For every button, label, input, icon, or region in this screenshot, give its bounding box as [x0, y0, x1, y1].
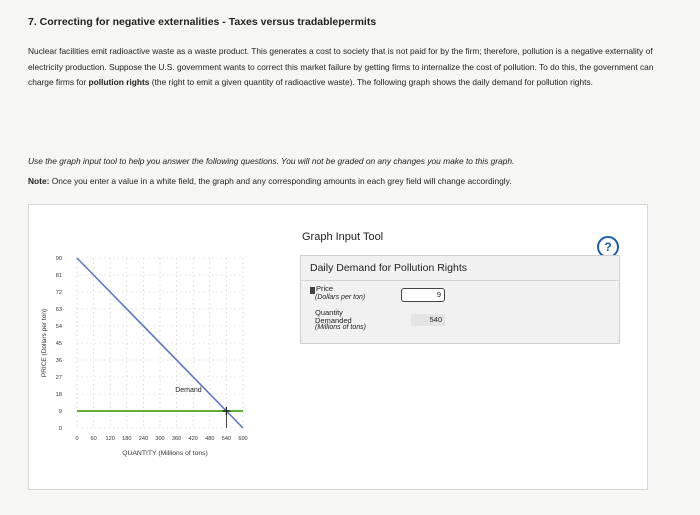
question-title: 7. Correcting for negative externalities - Taxes versus tradablepermits — [28, 16, 377, 28]
x-tick-label: 540 — [221, 436, 232, 442]
x-tick-label: 600 — [238, 436, 248, 442]
x-tick-label: 360 — [171, 436, 182, 442]
y-tick-labels — [56, 256, 62, 432]
y-tick-label: 36 — [55, 358, 62, 364]
price-unit: (Dollars per ton) — [315, 294, 366, 301]
quantity-label-line2: Demanded — [315, 316, 352, 325]
quantity-label — [315, 309, 352, 325]
price-swatch-icon — [310, 287, 315, 294]
x-tick-labels — [75, 436, 247, 442]
help-icon[interactable]: ? — [597, 236, 619, 258]
x-tick-label: 0 — [75, 436, 79, 442]
price-input[interactable]: 9 — [401, 288, 445, 302]
intro-bold-term: pollution rights — [88, 77, 150, 87]
y-tick-label: 0 — [58, 426, 62, 432]
y-tick-label: 54 — [55, 324, 62, 330]
tool-box-header — [301, 256, 619, 281]
graph-input-tool-title: Graph Input Tool — [302, 231, 384, 243]
note-body: Once you enter a value in a white field, the graph and any corresponding amounts in each grey field will change accordingly. — [49, 176, 512, 186]
quantity-label-line1: Quantity — [315, 308, 343, 317]
price-label: Price — [316, 284, 334, 293]
intro-text-1: Nuclear facilities emit radioactive waste as a waste product. This generates a cost to society that is not paid for by the firm; therefore, pollution is a negative externality of electricity production. Suppose the U.S. government wants to correct this market failure by getting firms to internalize the cost of pollution. To do this, the government can charge firms for — [28, 46, 654, 87]
x-tick-label: 480 — [205, 436, 215, 442]
x-tick-label: 240 — [138, 436, 149, 442]
y-tick-label: 18 — [55, 392, 62, 398]
y-axis-label: PRICE (Dollars per ton) — [41, 308, 48, 378]
x-tick-label: 180 — [122, 436, 132, 442]
note-label: Note: — [28, 176, 50, 186]
y-tick-label: 72 — [55, 290, 62, 296]
y-tick-label: 81 — [55, 273, 62, 279]
demand-label: Demand — [175, 387, 202, 395]
quantity-unit: (Millions of tons) — [315, 324, 366, 331]
tool-subtitle: Daily Demand for Pollution Rights — [310, 262, 467, 274]
x-axis-label: QUANTITY (Millions of tons) — [122, 450, 208, 457]
x-tick-label: 120 — [105, 436, 115, 442]
quantity-demanded-value: 540 — [411, 314, 445, 326]
graph-input-tool-box — [300, 255, 620, 344]
y-tick-label: 45 — [55, 341, 62, 347]
x-tick-label: 420 — [188, 436, 198, 442]
y-tick-label: 90 — [55, 256, 62, 262]
intro-text-2: (the right to emit a given quantity of radioactive waste). The following graph shows the daily demand for pollution rights. — [149, 77, 593, 87]
x-tick-label: 300 — [155, 436, 165, 442]
y-tick-label: 9 — [58, 409, 62, 415]
y-tick-label: 63 — [55, 307, 62, 313]
x-tick-label: 60 — [90, 436, 97, 442]
y-tick-label: 27 — [55, 375, 62, 381]
instruction-text: Use the graph input tool to help you answer the following questions. You will not be graded on any changes you make to this graph. — [28, 156, 515, 166]
